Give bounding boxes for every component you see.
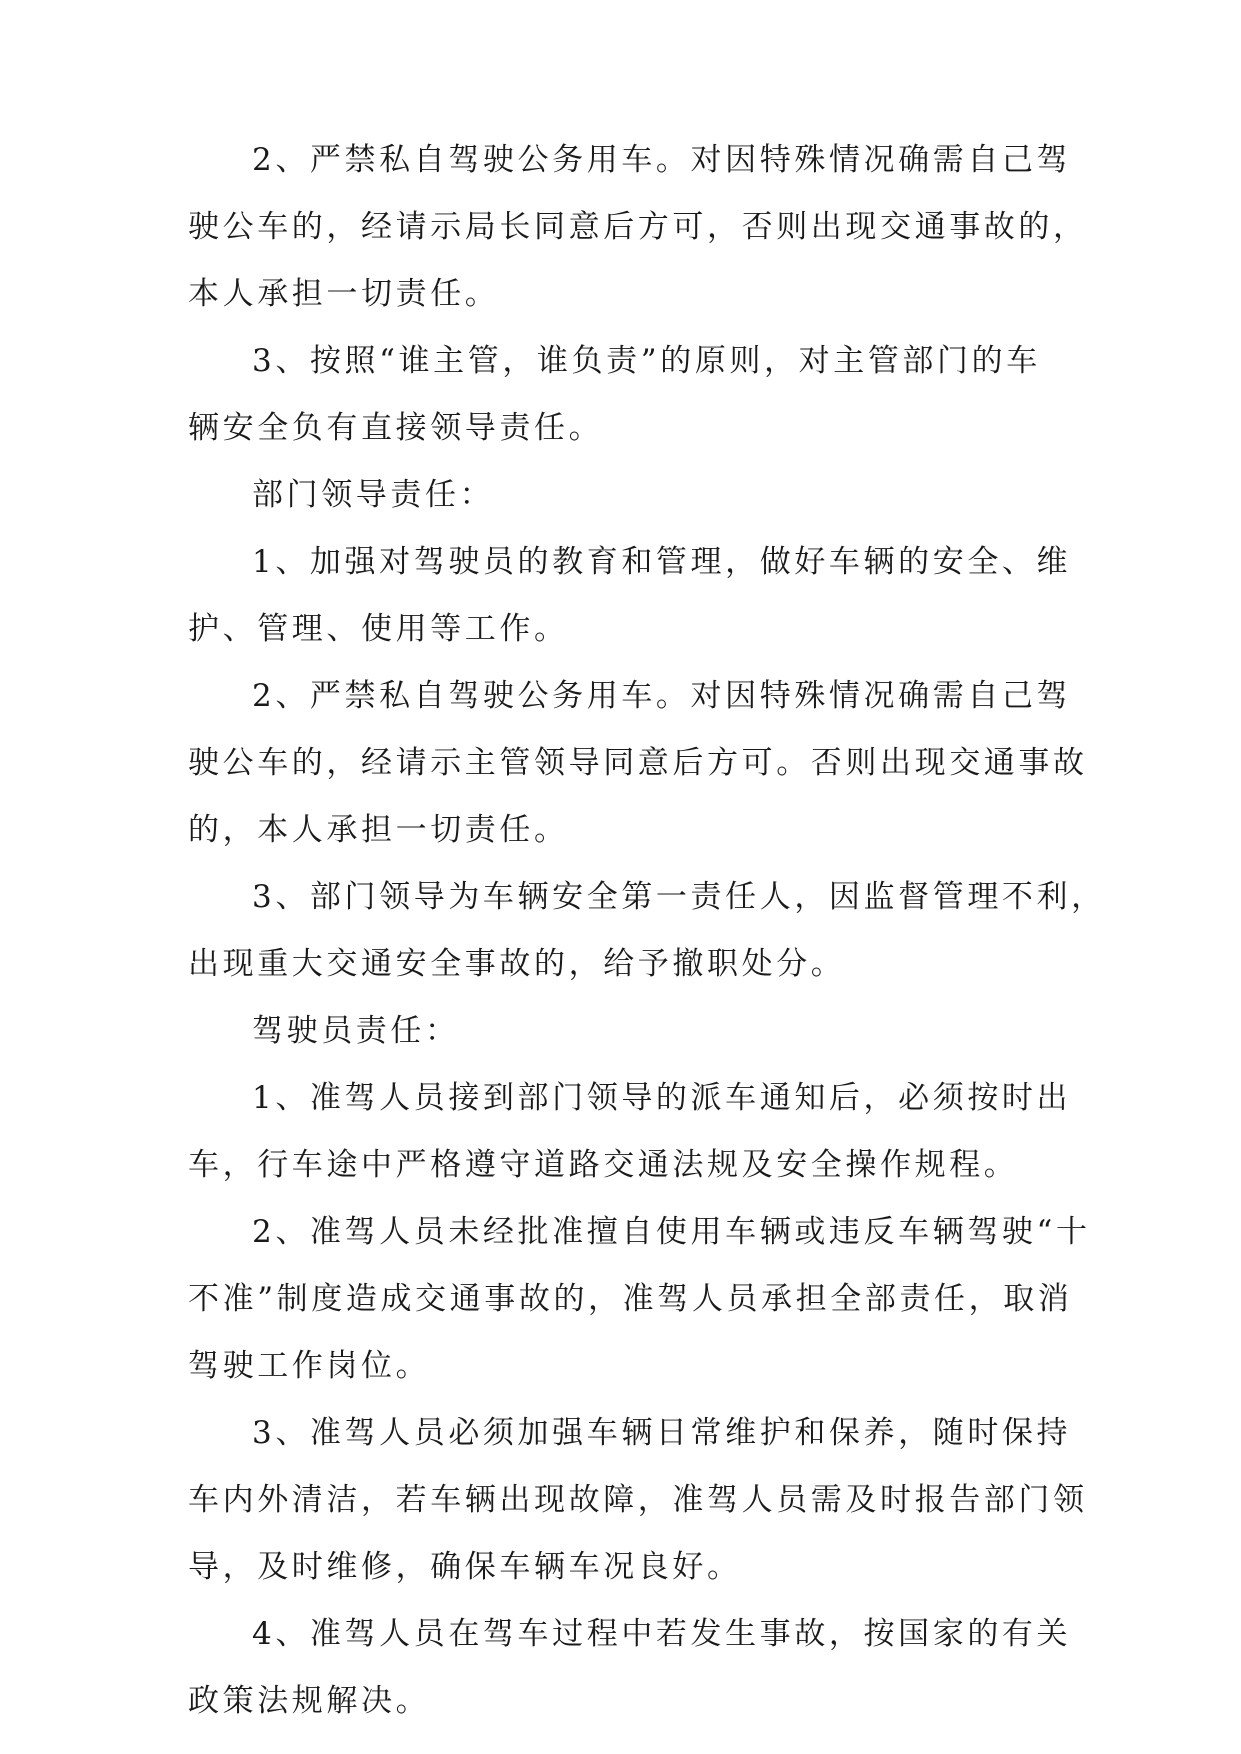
text-line: 4、准驾人员在驾车过程中若发生事故，按国家的有关 <box>252 1616 1072 1652</box>
text-line: 3、按照“谁主管，谁负责”的原则，对主管部门的车 <box>252 343 1041 379</box>
section-heading: 部门领导责任： <box>252 477 495 513</box>
text-line: 车内外清洁，若车辆出现故障，准驾人员需及时报告部门领 <box>188 1482 1088 1518</box>
text-line: 护、管理、使用等工作。 <box>188 611 569 647</box>
text-line: 2、严禁私自驾驶公务用车。对因特殊情况确需自己驾 <box>252 678 1072 714</box>
text-line: 1、加强对驾驶员的教育和管理，做好车辆的安全、维 <box>252 544 1072 580</box>
section-heading: 驾驶员责任： <box>252 1013 460 1049</box>
text-line: 3、部门领导为车辆安全第一责任人，因监督管理不利， <box>252 879 1106 915</box>
text-line: 本人承担一切责任。 <box>188 276 500 312</box>
text-line: 驶公车的，经请示主管领导同意后方可。否则出现交通事故 <box>188 745 1088 781</box>
text-line: 出现重大交通安全事故的，给予撤职处分。 <box>188 946 846 982</box>
text-line: 3、准驾人员必须加强车辆日常维护和保养，随时保持 <box>252 1415 1072 1451</box>
text-line: 的，本人承担一切责任。 <box>188 812 569 848</box>
text-line: 导，及时维修，确保车辆车况良好。 <box>188 1549 742 1585</box>
text-line: 驾驶工作岗位。 <box>188 1348 431 1384</box>
text-line: 驶公车的，经请示局长同意后方可，否则出现交通事故的， <box>188 209 1088 245</box>
text-line: 不准”制度造成交通事故的，准驾人员承担全部责任，取消 <box>188 1281 1073 1317</box>
text-line: 2、准驾人员未经批准擅自使用车辆或违反车辆驾驶“十 <box>252 1214 1091 1250</box>
text-line: 车，行车途中严格遵守道路交通法规及安全操作规程。 <box>188 1147 1019 1183</box>
text-line: 辆安全负有直接领导责任。 <box>188 410 604 446</box>
text-line: 政策法规解决。 <box>188 1683 431 1719</box>
text-line: 2、严禁私自驾驶公务用车。对因特殊情况确需自己驾 <box>252 142 1072 178</box>
text-line: 1、准驾人员接到部门领导的派车通知后，必须按时出 <box>252 1080 1072 1116</box>
